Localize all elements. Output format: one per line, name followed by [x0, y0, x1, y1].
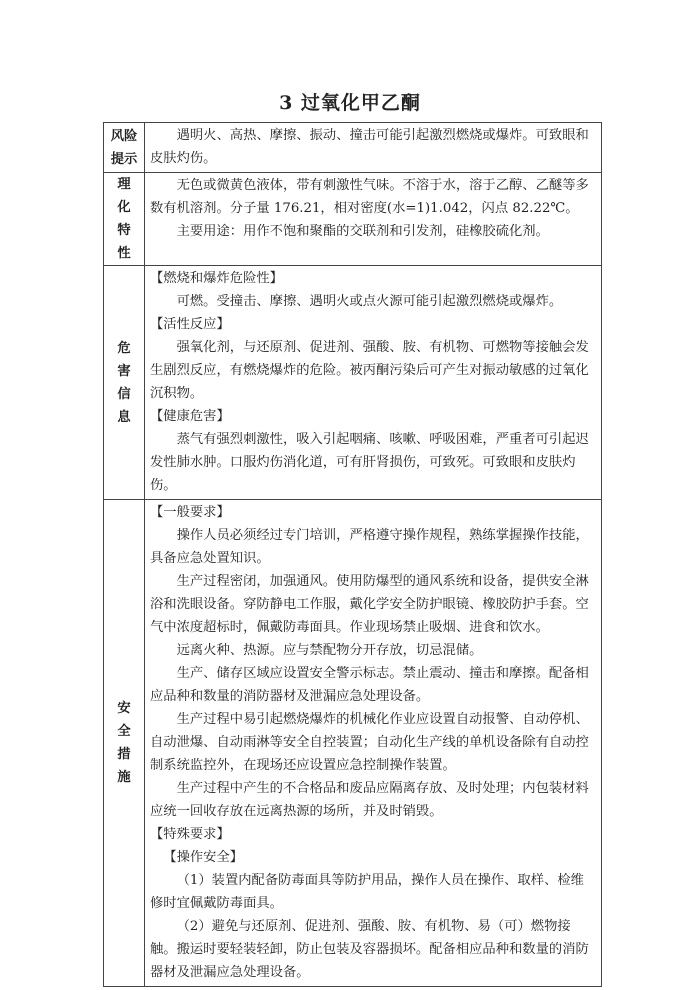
row-risk-warning	[104, 123, 602, 173]
label-char: 性	[117, 246, 131, 261]
section-heading: 【活性反应】	[150, 317, 230, 332]
paragraph: 生产过程中易引起燃烧爆炸的机械化作业应设置自动报警、自动停机、自动泄爆、自动雨淋等安全自控装置；自动化生产线的单机设备除有自动控制系统监控外，在现场还应设置应急控制操作装置。	[150, 712, 589, 773]
label-char: 风险	[110, 128, 138, 144]
section-heading: 【操作安全】	[163, 850, 244, 865]
paragraph: 无色或微黄色液体，带有刺激性气味。不溶于水，溶于乙醇、乙醚等多数有机溶剂。分子量 176.21，相对密度(水=1)1.042，闪点 82.22℃。	[150, 178, 589, 216]
row-label	[104, 123, 145, 173]
label-char: 措	[117, 747, 131, 762]
label-char: 化	[117, 200, 131, 215]
section-heading: 【燃烧和爆炸危险性】	[150, 271, 283, 286]
paragraph: 遇明火、高热、摩擦、振动、撞击可能引起激烈燃烧或爆炸。可致眼和皮肤灼伤。	[150, 128, 589, 166]
row-label	[104, 500, 145, 987]
paragraph: 主要用途：用作不饱和聚酯的交联剂和引发剂，硅橡胶硫化剂。	[176, 224, 549, 239]
paragraph: 操作人员必须经过专门培训，严格遵守操作规程，熟练掌握操作技能，具备应急处置知识。	[150, 528, 589, 566]
page-title: 3 过氧化甲乙酮	[279, 92, 421, 114]
section-heading: 【特殊要求】	[150, 827, 230, 842]
paragraph: 生产过程密闭，加强通风。使用防爆型的通风系统和设备，提供安全淋浴和洗眼设备。穿防静电工作服，戴化学安全防护眼镜、橡胶防护手套。空气中浓度超标时，佩戴防毒面具。作业现场禁止吸烟、进食和饮水。	[150, 574, 589, 635]
paragraph: （2）避免与还原剂、促进剂、强酸、胺、有机物、易（可）燃物接触。搬运时要轻装轻卸，防止包装及容器损坏。配备相应品种和数量的消防器材及泄漏应急处理设备。	[150, 919, 589, 980]
row-physicochemical-properties	[104, 173, 602, 266]
label-char: 危	[117, 340, 131, 356]
label-char: 安	[117, 701, 131, 716]
label-char: 提示	[110, 151, 138, 167]
row-label	[104, 173, 145, 266]
label-char: 理	[117, 177, 131, 192]
row-hazard-info	[104, 266, 602, 500]
label-char: 息	[117, 409, 131, 425]
paragraph: 生产、储存区域应设置安全警示标志。禁止震动、撞击和摩擦。配备相应品种和数量的消防器材及泄漏应急处理设备。	[150, 666, 589, 704]
paragraph: 蒸气有强烈刺激性，吸入引起咽痛、咳嗽、呼吸困难，严重者可引起迟发性肺水肿。口服灼伤消化道，可有肝肾损伤，可致死。可致眼和皮肤灼伤。	[150, 432, 589, 493]
paragraph: 可燃。受撞击、摩擦、遇明火或点火源可能引起激烈燃烧或爆炸。	[176, 294, 563, 309]
safety-data-table	[103, 122, 602, 987]
paragraph: 生产过程中产生的不合格品和废品应隔离存放、及时处理；内包装材料应统一回收存放在远离热源的场所，并及时销毁。	[150, 781, 589, 819]
label-char: 施	[117, 770, 131, 785]
label-char: 害	[117, 363, 131, 379]
row-content	[145, 266, 602, 500]
section-heading: 【健康危害】	[150, 409, 230, 424]
row-content	[145, 173, 602, 266]
paragraph: 远离火种、热源。应与禁配物分开存放，切忌混储。	[176, 643, 483, 658]
section-heading: 【一般要求】	[150, 505, 230, 520]
label-char: 信	[117, 386, 131, 402]
row-label	[104, 266, 145, 500]
label-char: 全	[117, 724, 131, 739]
row-content	[145, 123, 602, 173]
paragraph: （1）装置内配备防毒面具等防护用品，操作人员在操作、取样、检维修时宜佩戴防毒面具。	[150, 873, 584, 911]
row-safety-measures	[104, 500, 602, 987]
label-char: 特	[117, 223, 131, 238]
row-content	[145, 500, 602, 987]
paragraph: 强氧化剂，与还原剂、促进剂、强酸、胺、有机物、可燃物等接触会发生剧烈反应，有燃烧爆炸的危险。被丙酮污染后可产生对振动敏感的过氧化沉积物。	[150, 340, 589, 401]
